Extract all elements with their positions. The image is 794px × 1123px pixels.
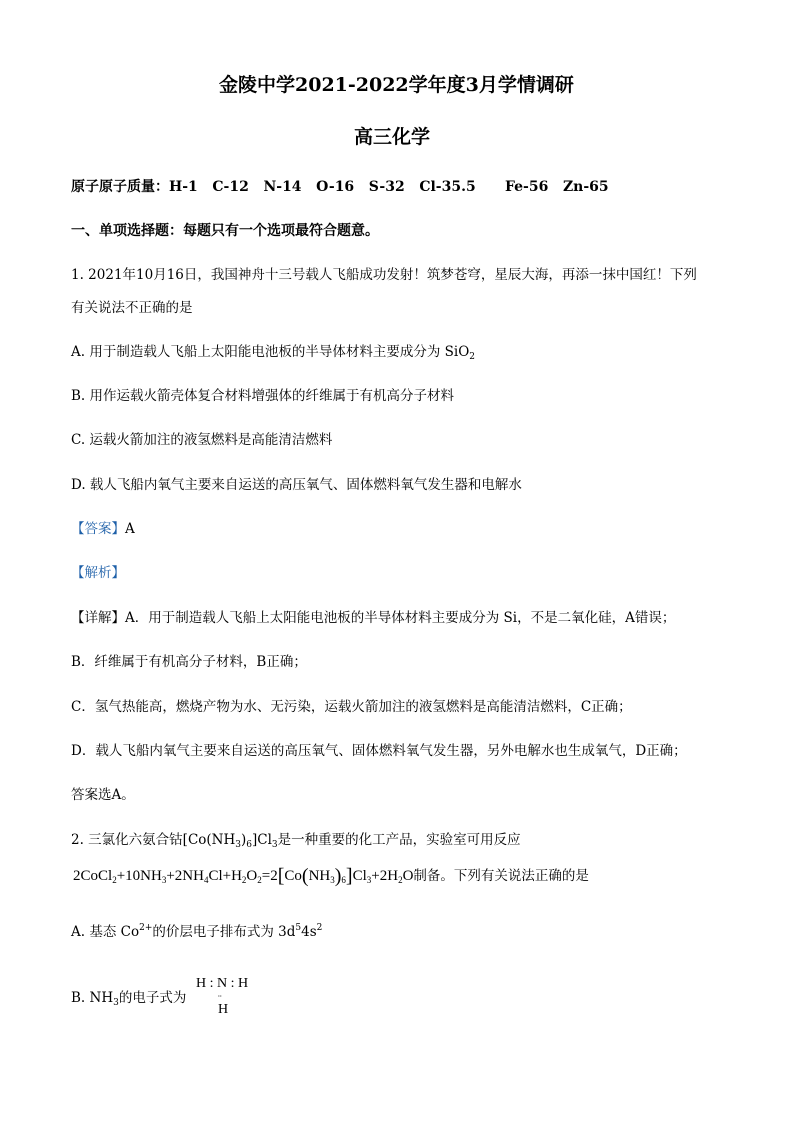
eq-sub: 2 [112, 875, 117, 885]
eq-sub: 2 [241, 875, 247, 885]
eq-sub: 2 [257, 875, 262, 885]
answer-value: A [125, 521, 135, 537]
q1-conclusion: 答案选A。 [71, 787, 135, 803]
eq-part: Cl [352, 868, 367, 884]
q1-option-a-text: A. 用于制造载人飞船上太阳能电池板的半导体材料主要成分为 SiO [71, 344, 470, 360]
q2-option-a-sup2: 5 [295, 923, 302, 933]
eq-sub: 3 [330, 875, 335, 885]
q2-option-a [71, 922, 322, 942]
q1-option-c: C. 运载火箭加注的液氢燃料是高能清洁燃料 [71, 432, 333, 448]
q2-option-b [71, 988, 186, 1008]
q2-sub-1: 3 [235, 840, 241, 850]
eq-part: Cl+H [208, 868, 242, 884]
q1-option-d: D. 载人飞船内氧气主要来自运送的高压氧气、固体燃料氧气发生器和电解水 [71, 477, 522, 493]
eq-part: NH [308, 868, 331, 884]
q2-option-a-mid: 的价层电子排布式为 3d [152, 924, 296, 940]
q2-option-b-sub: 3 [113, 998, 119, 1008]
eq-sub: 6 [341, 875, 346, 885]
q1-option-b: B. 用作运载火箭壳体复合材料增强体的纤维属于有机高分子材料 [71, 388, 455, 404]
eq-sub: 2 [398, 875, 403, 885]
q2-stem-pre: 2. 三氯化六氨合钴[Co(NH [71, 832, 236, 848]
detail-label: 【详解】 [71, 610, 125, 626]
eq-part: =2 [261, 868, 278, 884]
q2-stem [71, 830, 521, 850]
q1-answer [71, 519, 135, 539]
q2-option-a-sup3: 2 [316, 923, 323, 933]
q2-sub-2: 6 [246, 840, 252, 850]
lewis-structure-bottom-dots: ¨ [218, 993, 222, 1005]
q2-option-a-sup: 2+ [139, 923, 153, 933]
q2-option-b-pre: B. NH [71, 990, 114, 1006]
eq-right-bracket: ] [345, 865, 353, 887]
q1-option-a [71, 342, 475, 362]
q2-option-b-post: 的电子式为 [118, 990, 187, 1006]
q1-detail-b: B．纤维属于有机高分子材料，B正确； [71, 654, 307, 670]
lewis-structure-bottom: H [218, 1002, 229, 1017]
q1-detail-c: C．氢气热能高，燃烧产物为水、无污染，运载火箭加注的液氢燃料是高能清洁燃料，C正确； [71, 699, 632, 715]
q2-option-a-mid2: 4s [301, 924, 317, 940]
eq-part: +2H [371, 868, 399, 884]
section-heading: 一、单项选择题：每题只有一个选项最符合题意。 [71, 223, 379, 239]
q1-stem-line1: 1. 2021年10月16日，我国神舟十三号载人飞船成功发射！筑梦苍穹，星辰大海，再添一抹中国红！下列 [71, 267, 697, 283]
eq-left-paren: ( [301, 865, 309, 887]
q2-stem-mid2: ]Cl [252, 832, 272, 848]
q2-equation-tail: 制备。下列有关说法正确的是 [413, 868, 589, 884]
eq-sub: 4 [203, 875, 209, 885]
page-subtitle: 高三化学 [354, 126, 431, 148]
atomic-mass-line: 原子原子质量：H-1 C-12 N-14 O-16 S-32 Cl-35.5 Fe-56 Zn-65 [71, 179, 609, 195]
eq-right-paren: ) [334, 865, 342, 887]
detail-a-text: A．用于制造载人飞船上太阳能电池板的半导体材料主要成分为 Si，不是二氧化硅，A错误； [125, 610, 676, 626]
eq-part: +10NH [116, 868, 162, 884]
eq-part: O [402, 868, 414, 884]
q2-option-a-pre: A. 基态 Co [71, 924, 140, 940]
q1-analysis-label: 【解析】 [71, 565, 125, 581]
q2-stem-post: 是一种重要的化工产品，实验室可用反应 [277, 832, 521, 848]
eq-sub: 3 [366, 875, 372, 885]
eq-part: Co [284, 868, 302, 884]
q1-option-a-sub: 2 [469, 352, 475, 362]
q1-detail-a [71, 608, 675, 628]
q1-detail-d: D．载人飞船内氧气主要来自运送的高压氧气、固体燃料氧气发生器，另外电解水也生成氧气，D正确； [71, 743, 687, 759]
q2-equation-line [73, 866, 589, 886]
eq-sub: 3 [161, 875, 167, 885]
eq-left-bracket: [ [277, 865, 285, 887]
eq-part: O [246, 868, 258, 884]
eq-part: +2NH [166, 868, 204, 884]
answer-label: 【答案】 [71, 521, 125, 537]
eq-part: 2CoCl [73, 868, 113, 884]
q2-sub-3: 3 [271, 840, 278, 850]
q1-stem-line2: 有关说法不正确的是 [71, 300, 193, 316]
page-title: 金陵中学2021-2022学年度3月学情调研 [219, 74, 574, 96]
equation [73, 865, 414, 887]
q2-stem-mid: ) [240, 832, 247, 848]
lewis-structure-top: H : N : H [196, 976, 249, 991]
